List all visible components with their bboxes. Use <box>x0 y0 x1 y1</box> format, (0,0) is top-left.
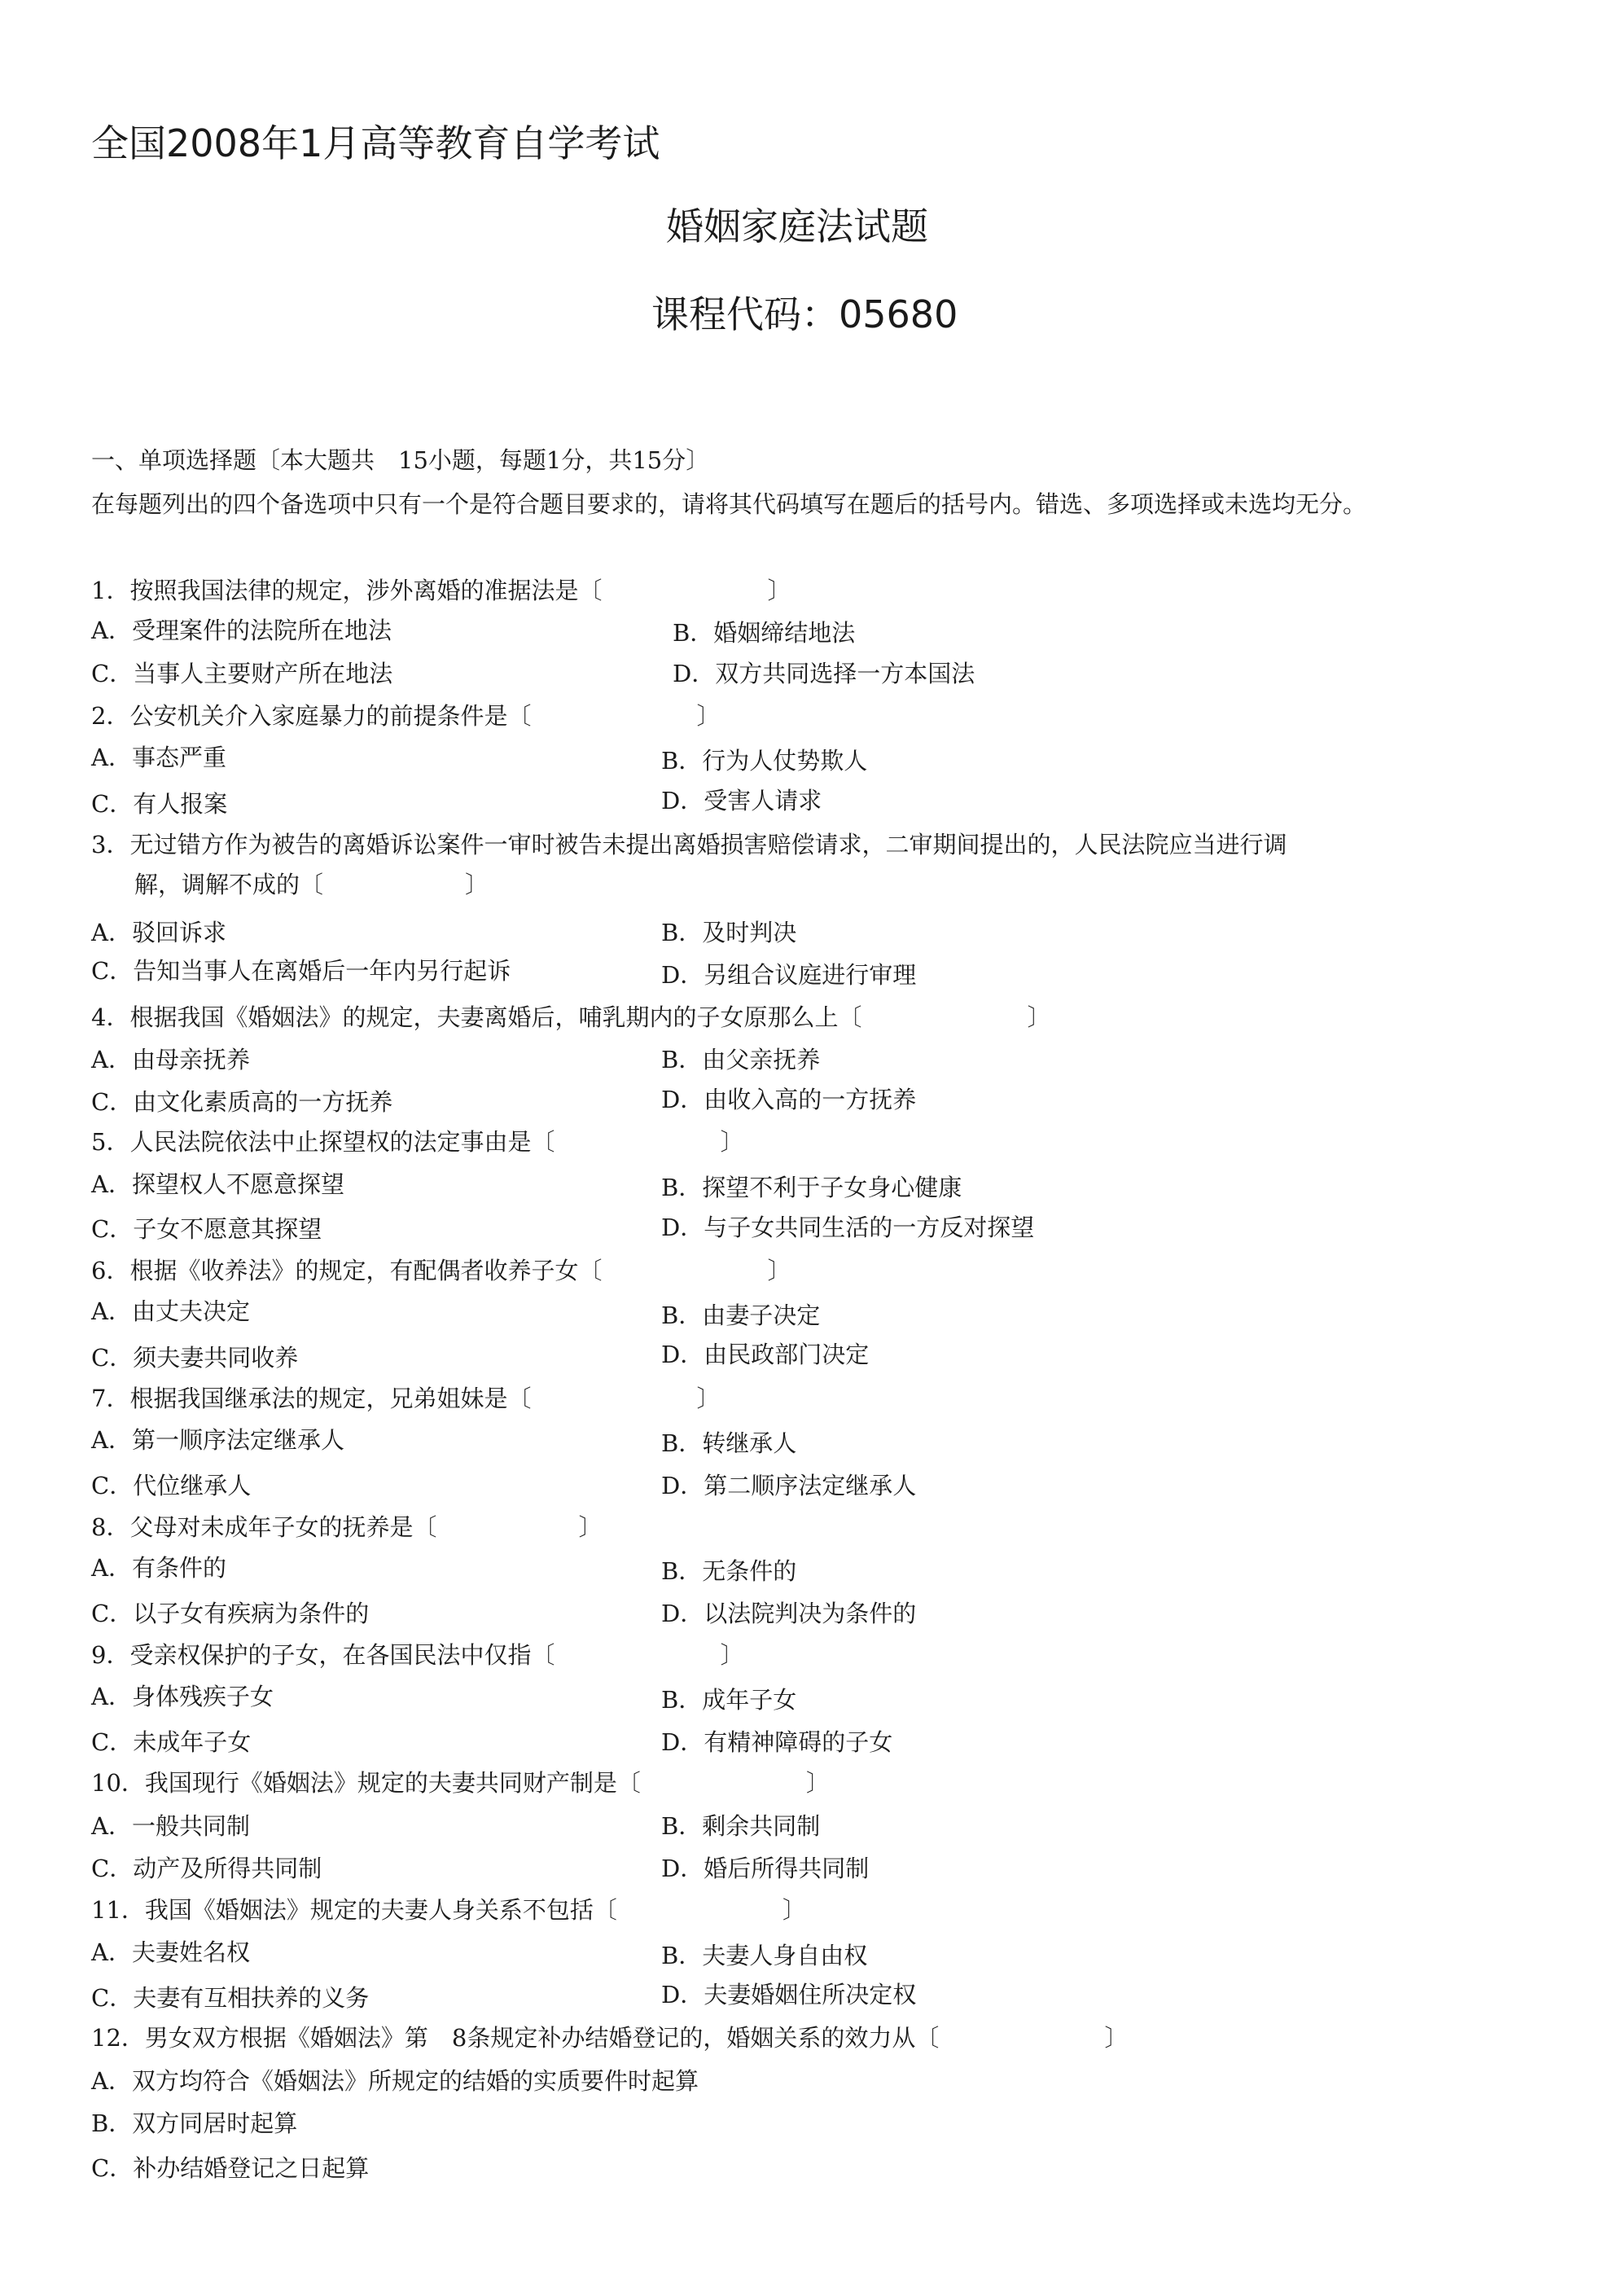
question-stem: 4．根据我国《婚姻法》的规定，夫妻离婚后，哺乳期内的子女原那么上〔 〕 <box>91 1003 1051 1031</box>
option-b: B．及时判决 <box>661 919 797 946</box>
option-b: B．由父亲抚养 <box>661 1046 821 1073</box>
option-c: C．当事人主要财产所在地法 <box>91 660 393 687</box>
option-c: C．子女不愿意其探望 <box>91 1215 322 1243</box>
option-c: C．未成年子女 <box>91 1728 252 1756</box>
option-d: D．由民政部门决定 <box>661 1341 870 1368</box>
option-b: B．无条件的 <box>661 1557 797 1585</box>
option-d: D．与子女共同生活的一方反对探望 <box>661 1214 1035 1241</box>
option-c: C．代位继承人 <box>91 1472 252 1499</box>
option-b: B．行为人仗势欺人 <box>661 747 868 775</box>
option-d: D．双方共同选择一方本国法 <box>673 660 975 687</box>
option-b: B．剩余共同制 <box>661 1812 821 1840</box>
option-a: A．探望权人不愿意探望 <box>91 1170 344 1198</box>
option-a: A．第一顺序法定继承人 <box>91 1426 344 1454</box>
option-d: D．婚后所得共同制 <box>661 1855 870 1882</box>
question-stem: 6．根据《收养法》的规定，有配偶者收养子女〔 〕 <box>91 1257 791 1284</box>
question-stem-continued: 解，调解不成的〔 〕 <box>134 871 489 898</box>
option-d: D．受害人请求 <box>661 787 822 814</box>
option-c: C．动产及所得共同制 <box>91 1855 322 1882</box>
question-stem: 7．根据我国继承法的规定，兄弟姐妹是〔 〕 <box>91 1385 721 1412</box>
question-stem: 10．我国现行《婚姻法》规定的夫妻共同财产制是〔 〕 <box>91 1769 830 1797</box>
section-title: 一、单项选择题〔本大题共 15小题，每题1分，共15分〕 <box>91 446 710 474</box>
option-c: C．夫妻有互相扶养的义务 <box>91 1984 370 2012</box>
exam-subject-title: 婚姻家庭法试题 <box>666 204 928 248</box>
question-stem: 2．公安机关介入家庭暴力的前提条件是〔 〕 <box>91 702 721 730</box>
option-b: B．夫妻人身自由权 <box>661 1942 868 1969</box>
option-a: A．受理案件的法院所在地法 <box>91 617 392 644</box>
option-b: B．成年子女 <box>661 1686 797 1714</box>
option-a: A．身体残疾子女 <box>91 1683 274 1710</box>
option-a: A．由丈夫决定 <box>91 1297 250 1325</box>
question-stem: 9．受亲权保护的子女，在各国民法中仅指〔 〕 <box>91 1641 744 1669</box>
question-stem: 3．无过错方作为被告的离婚诉讼案件一审时被告未提出离婚损害赔偿请求，二审期间提出的，人民法院应当进行调 <box>91 831 1287 858</box>
option-c: C．须夫妻共同收养 <box>91 1344 299 1372</box>
option-d: D．第二顺序法定继承人 <box>661 1472 917 1499</box>
option-d: D．夫妻婚姻住所决定权 <box>661 1981 917 2008</box>
option-c: C．由文化素质高的一方抚养 <box>91 1088 393 1116</box>
option-b: B．婚姻缔结地法 <box>673 619 856 647</box>
option-c: C．以子女有疾病为条件的 <box>91 1600 370 1627</box>
question-stem: 12．男女双方根据《婚姻法》第 8条规定补办结婚登记的，婚姻关系的效力从〔 〕 <box>91 2024 1129 2052</box>
option-c: C．有人报案 <box>91 790 228 818</box>
option-a: A．驳回诉求 <box>91 919 226 946</box>
option-c: C．告知当事人在离婚后一年内另行起诉 <box>91 957 511 985</box>
question-stem: 11．我国《婚姻法》规定的夫妻人身关系不包括〔 〕 <box>91 1896 806 1924</box>
question-stem: 1．按照我国法律的规定，涉外离婚的准据法是〔 〕 <box>91 577 791 604</box>
option-d: D．以法院判决为条件的 <box>661 1600 917 1627</box>
option-b: B．探望不利于子女身心健康 <box>661 1174 962 1201</box>
option-b: B．转继承人 <box>661 1429 797 1457</box>
option-a: A．由母亲抚养 <box>91 1046 250 1073</box>
option-b: B．由妻子决定 <box>661 1302 821 1329</box>
option-d: D．有精神障碍的子女 <box>661 1728 893 1756</box>
option-c: C．补办结婚登记之日起算 <box>91 2154 370 2182</box>
option-d: D．由收入高的一方抚养 <box>661 1086 917 1113</box>
question-stem: 5．人民法院依法中止探望权的法定事由是〔 〕 <box>91 1128 744 1156</box>
section-instructions: 在每题列出的四个备选项中只有一个是符合题目要求的，请将其代码填写在题后的括号内。错选、多项选择或未选均无分。 <box>91 490 1367 518</box>
question-stem: 8．父母对未成年子女的抚养是〔 〕 <box>91 1513 603 1541</box>
exam-header: 全国2008年1月高等教育自学考试 <box>91 121 660 165</box>
course-code: 课程代码：05680 <box>651 292 958 336</box>
option-b: B．双方同居时起算 <box>91 2109 298 2137</box>
option-a: A．夫妻姓名权 <box>91 1938 250 1966</box>
option-a: A．一般共同制 <box>91 1812 250 1840</box>
option-a: A．双方均符合《婚姻法》所规定的结婚的实质要件时起算 <box>91 2067 699 2095</box>
option-a: A．有条件的 <box>91 1554 226 1582</box>
option-d: D．另组合议庭进行审理 <box>661 961 917 989</box>
option-a: A．事态严重 <box>91 744 226 771</box>
